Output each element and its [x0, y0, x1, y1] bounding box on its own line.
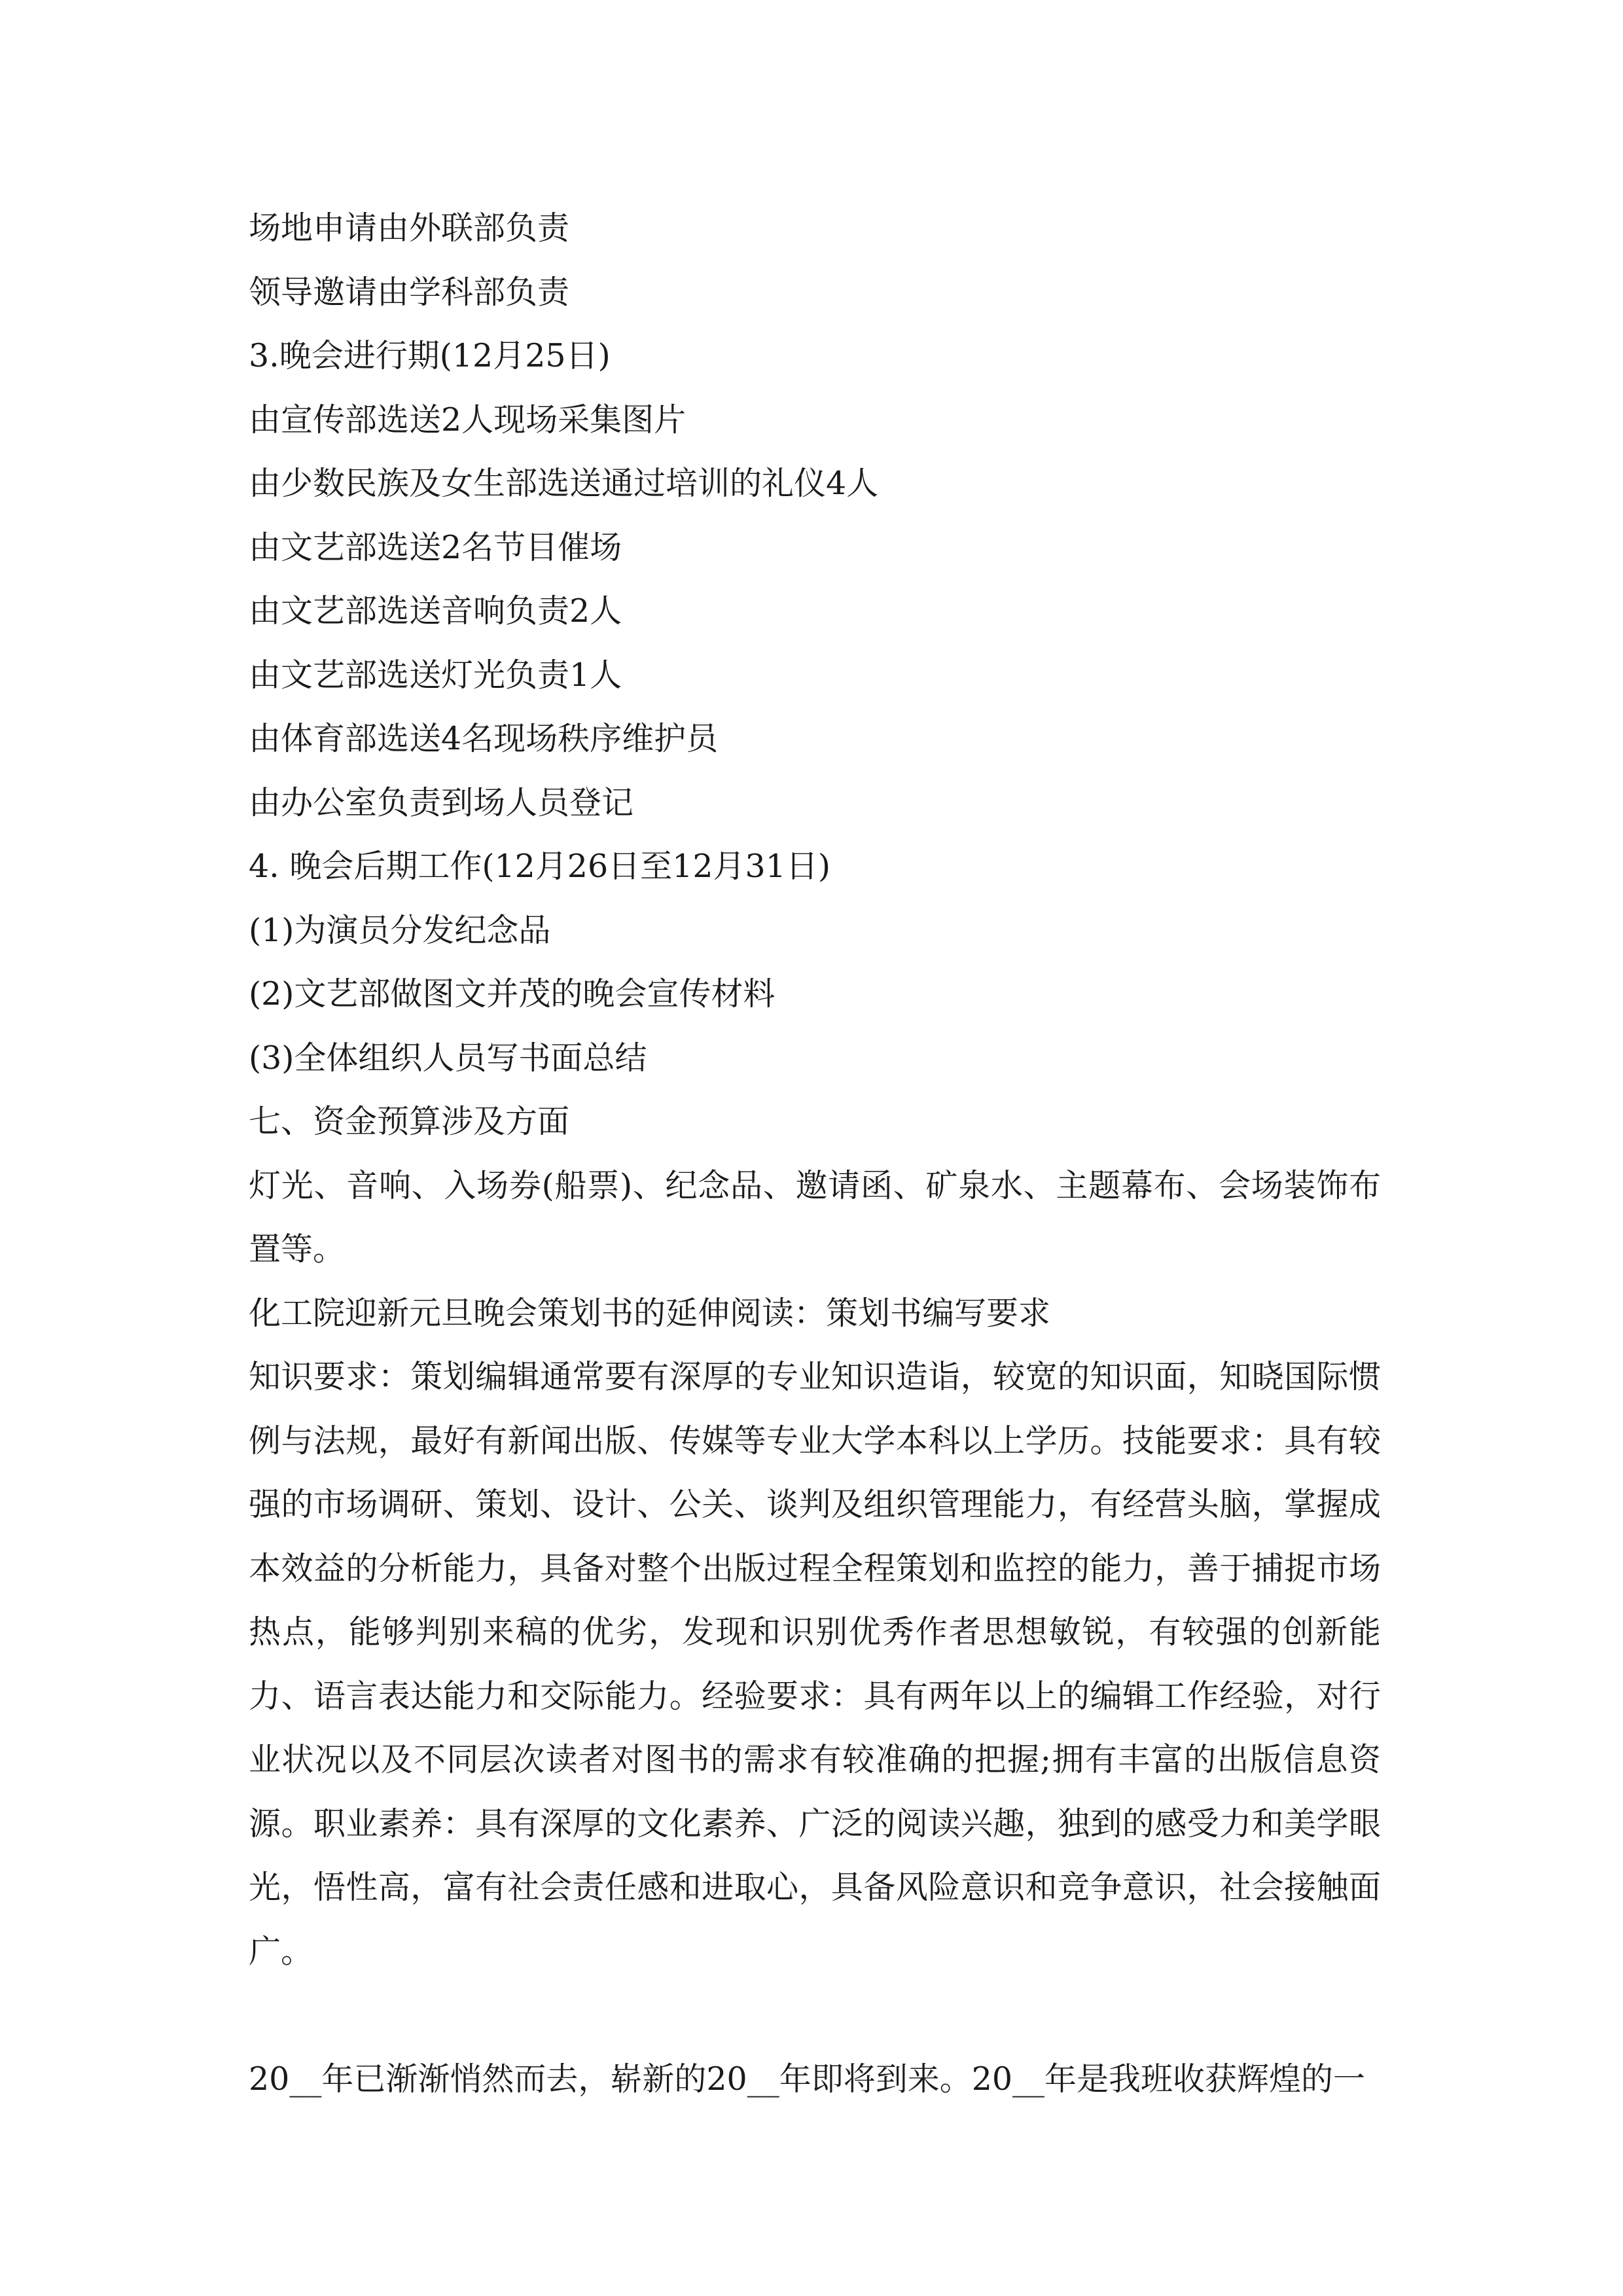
text-line: 由文艺部选送音响负责2人: [249, 592, 622, 630]
text-line: 由宣传部选送2人现场采集图片: [249, 401, 687, 439]
text-line: 由文艺部选送2名节目催场: [249, 528, 622, 566]
budget-paragraph: 灯光、音响、入场券(船票)、纪念品、邀请函、矿泉水、主题幕布、会场装饰布置等。: [249, 1166, 1381, 1268]
extended-reading-title: 化工院迎新元旦晚会策划书的延伸阅读：策划书编写要求: [249, 1294, 1051, 1332]
text-line: 场地申请由外联部负责: [249, 209, 570, 247]
list-item: (1)为演员分发纪念品: [249, 911, 551, 949]
list-item: (3)全体组织人员写书面总结: [249, 1039, 647, 1077]
document-body: [249, 196, 1381, 2111]
section-heading: 4. 晚会后期工作(12月26日至12月31日): [249, 848, 830, 885]
requirements-paragraph: 知识要求：策划编辑通常要有深厚的专业知识造诣，较宽的知识面，知晓国际惯例与法规，最好有新闻出版、传媒等专业大学本科以上学历。技能要求：具有较强的市场调研、策划、设计、公关、谈判及组织管理能力，有经营头脑，掌握成本效益的分析能力，具备对整个出版过程全程策划和监控的能力，善于捕捉市场热点，能够判别来稿的优劣，发现和识别优秀作者思想敏锐，有较强的创新能力、语言表达能力和交际能力。经验要求：具有两年以上的编辑工作经验，对行业状况以及不同层次读者对图书的需求有较准确的把握;拥有丰富的出版信息资源。职业素养：具有深厚的文化素养、广泛的阅读兴趣，独到的感受力和美学眼光，悟性高，富有社会责任感和进取心，具备风险意识和竞争意识，社会接触面广。: [249, 1358, 1381, 1970]
text-line: 由办公室负责到场人员登记: [249, 783, 634, 821]
closing-line: 20__年已渐渐悄然而去，崭新的20__年即将到来。20__年是我班收获辉煌的一: [249, 2060, 1366, 2098]
text-line: 领导邀请由学科部负责: [249, 273, 570, 311]
section-heading: 3.晚会进行期(12月25日): [249, 337, 611, 374]
text-line: 由体育部选送4名现场秩序维护员: [249, 720, 719, 757]
text-line: 由少数民族及女生部选送通过培训的礼仪4人: [249, 465, 879, 502]
text-line: 由文艺部选送灯光负责1人: [249, 656, 622, 694]
paragraph-gap: [249, 1983, 1381, 2047]
list-item: (2)文艺部做图文并茂的晚会宣传材料: [249, 975, 776, 1013]
section-heading: 七、资金预算涉及方面: [249, 1103, 570, 1140]
